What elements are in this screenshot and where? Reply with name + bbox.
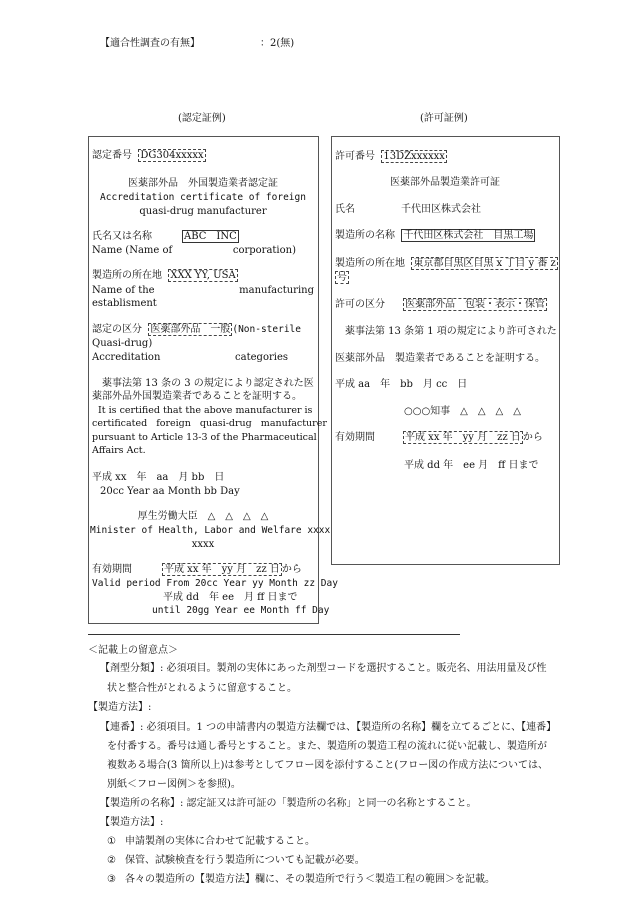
caption-license: (許可証例) xyxy=(420,113,468,124)
site-en-c: establisment xyxy=(92,298,157,309)
category-en-a: Accreditation xyxy=(92,352,161,363)
site-address-value-1: 東京都目黒区目黒 x 丁目 y 番 z xyxy=(413,258,556,269)
cert-title-en-1: Accreditation certificate of foreign xyxy=(100,192,306,203)
note-item-number: ③ xyxy=(107,874,116,885)
cert-statement-en-2: certificated foreign quasi-drug manufacturer xyxy=(92,418,327,429)
caption-accreditation: (認定証例) xyxy=(178,113,226,124)
note-manufacturing-heading: 【製造方法】: xyxy=(88,702,152,713)
site-label: 製造所の所在地 xyxy=(92,270,162,281)
license-statement-2: 医薬部外品 製造業者であることを証明する。 xyxy=(335,353,545,364)
category-value: 医薬部外品 一般 xyxy=(150,324,231,335)
cert-statement-en-4: Affairs Act. xyxy=(92,445,146,456)
site-name-value: 千代田区株式会社 目黒工場 xyxy=(403,230,534,241)
category-en-1: (Non-sterile xyxy=(232,324,301,335)
note-serial: 【連番】: 必須項目。1 つの申請書内の製造方法欄では、【製造所の名称】欄を立てるごとに、【連番】 xyxy=(100,722,557,733)
issue-date-en: 20cc Year aa Month bb Day xyxy=(100,486,240,497)
site-en-b: manufacturing xyxy=(239,285,314,296)
name-label: 氏名又は名称 xyxy=(92,231,152,242)
valid-from: 平成 xx 年 yy 月 zz 日 xyxy=(164,564,280,575)
note-dosage-form-cont: 状と整合性がとれるように留意すること。 xyxy=(107,683,297,694)
valid-to-jp: 平成 dd 年 ee 月 ff 日まで xyxy=(163,592,298,603)
notes-title: ＜記載上の留意点＞ xyxy=(88,645,178,656)
governor-signature: ○○○知事 △ △ △ △ xyxy=(404,406,521,417)
cert-statement-jp-1: 薬事法第 13 条の 3 の規定により認定された医 xyxy=(92,378,314,389)
license-category-label: 許可の区分 xyxy=(335,299,385,310)
category-en-b: categories xyxy=(235,352,288,363)
license-certificate-box xyxy=(331,136,560,565)
cert-statement-en-1: It is certified that the above manufacturer is xyxy=(92,405,313,416)
license-valid-label: 有効期間 xyxy=(335,432,375,443)
note-item-text: 申請製剤の実体に合わせて記載すること。 xyxy=(124,836,315,847)
license-title: 医薬部外品製造業許可証 xyxy=(390,177,500,188)
minister-en-2: xxxx xyxy=(191,539,215,550)
valid-en-1: Valid period From 20cc Year yy Month zz Day xyxy=(92,578,338,589)
note-serial-cont-1: を付番する。番号は通し番号とすること。また、製造所の製造工程の流れに従い記載し、製造所が xyxy=(107,741,547,752)
compliance-value: ：2(無) xyxy=(260,38,295,49)
site-address-label: 製造所の所在地 xyxy=(335,258,405,269)
valid-en-2: until 20gg Year ee Month ff Day xyxy=(152,605,330,616)
name-en-b: corporation) xyxy=(232,245,296,256)
license-statement-1: 薬事法第 13 条第 1 項の規定により許可された xyxy=(335,326,557,337)
site-value: XXX YY, USA xyxy=(170,270,236,281)
cert-title-jp: 医薬部外品 外国製造業者認定証 xyxy=(128,178,278,189)
cert-number-value: DG304xxxxx xyxy=(140,150,204,161)
compliance-label: 【適合性調査の有無】 xyxy=(100,38,200,49)
issue-date-jp: 平成 xx 年 aa 月 bb 日 xyxy=(92,472,225,483)
cert-statement-en-3: pursuant to Article 13-3 of the Pharmaceutical xyxy=(92,432,317,443)
cert-statement-jp-2: 薬部外品外国製造業者であることを証明する。 xyxy=(92,391,302,402)
site-address-value-2: 号 xyxy=(337,272,347,283)
license-valid-to: 平成 dd 年 ee 月 ff 日まで xyxy=(404,460,539,471)
note-serial-cont-2: 複数ある場合(3 箇所以上)は参考としてフロー図を添付すること(フロー図の作成方法については、 xyxy=(107,760,549,771)
note-dosage-form: 【剤型分類】: 必須項目。製剤の実体にあった剤型コードを選択すること。販売名、用法用量及び性 xyxy=(100,663,547,674)
license-number-value: 13DZxxxxxx xyxy=(383,151,445,162)
category-en-2: Quasi-drug) xyxy=(92,338,153,349)
name-en-a: Name (Name of xyxy=(92,245,173,256)
site-name-label: 製造所の名称 xyxy=(335,230,395,241)
note-method-heading: 【製造方法】: xyxy=(100,817,164,828)
note-item-text: 各々の製造所の【製造方法】欄に、その製造所で行う＜製造工程の範囲＞を記載。 xyxy=(124,874,495,885)
name-value: ABC INC xyxy=(184,231,237,242)
license-valid-from: 平成 xx 年 yy 月 zz 日 xyxy=(405,432,521,443)
minister-en-1: Minister of Health, Labor and Welfare xxxx xyxy=(90,525,331,536)
valid-label: 有効期間 xyxy=(92,564,132,575)
valid-from-suffix: から xyxy=(281,564,302,575)
license-name-label: 氏名 xyxy=(335,204,355,215)
note-item-number: ① xyxy=(107,836,116,847)
site-en-a: Name of the xyxy=(92,285,155,296)
license-issue-date: 平成 aa 年 bb 月 cc 日 xyxy=(335,379,468,390)
note-site-name: 【製造所の名称】: 認定証又は許可証の「製造所の名称」と同一の名称とすること。 xyxy=(100,798,477,809)
category-label: 認定の区分 xyxy=(92,324,142,335)
note-serial-cont-3: 別紙＜フロー図例＞を参照)。 xyxy=(107,779,241,790)
cert-title-en-2: quasi-drug manufacturer xyxy=(139,206,267,217)
note-item-text: 保管、試験検査を行う製造所についても記載が必要。 xyxy=(124,855,365,866)
cert-number-label: 認定番号 xyxy=(92,150,132,161)
minister-jp: 厚生労働大臣 △ △ △ △ xyxy=(137,511,269,522)
license-name-value: 千代田区株式会社 xyxy=(401,204,481,215)
section-divider xyxy=(88,634,460,635)
note-item-number: ② xyxy=(107,855,116,866)
license-category-value: 医薬部外品 包装・表示・保管 xyxy=(405,299,545,310)
license-valid-from-suffix: から xyxy=(522,432,543,443)
license-number-label: 許可番号 xyxy=(335,151,375,162)
